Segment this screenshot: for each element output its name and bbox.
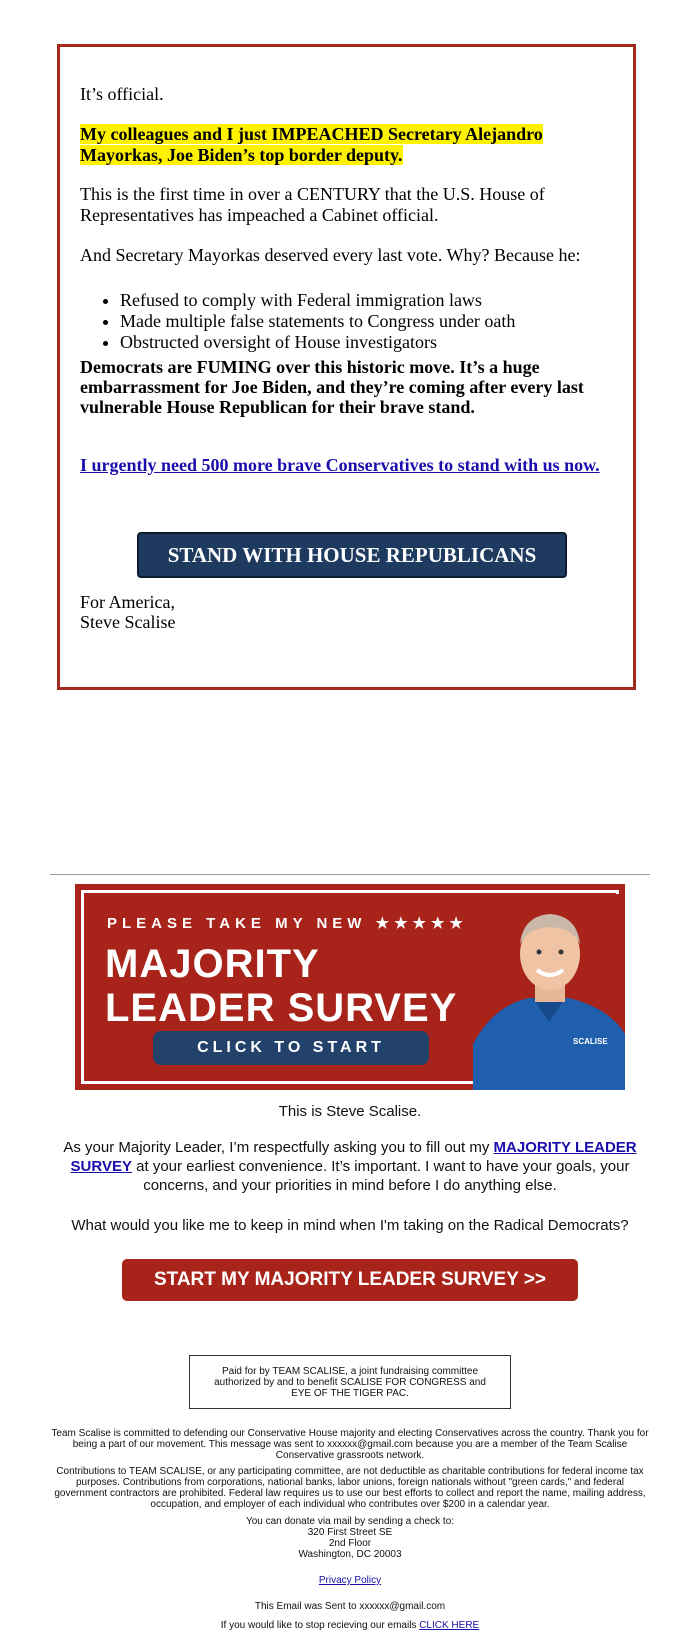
list-item: • Obstructed oversight of House investigators <box>120 332 640 353</box>
privacy-policy-row <box>50 1575 650 1586</box>
survey-banner[interactable] <box>75 884 625 1090</box>
list-item: • Refused to comply with Federal immigration laws <box>120 290 640 311</box>
privacy-policy-link[interactable]: Privacy Policy <box>318 1575 382 1586</box>
click-to-start-button[interactable]: CLICK TO START <box>153 1031 429 1065</box>
list-item: • Made multiple false statements to Congress under oath <box>120 311 640 332</box>
letter-link-paragraph <box>80 455 620 475</box>
letter-card <box>57 44 636 690</box>
letter-bold-paragraph: Democrats are FUMING over this historic move. It’s a huge embarrassment for Joe Biden, and they’re coming after every last vulnerable House Republican for their brave stand. <box>80 357 584 417</box>
survey-ask-after: at your earliest convenience. It’s important. I want to have your goals, your concerns, and your priorities in mind before I do anything else. <box>131 1158 630 1194</box>
sent-to-notice: This Email was Sent to xxxxxx@gmail.com <box>254 1601 446 1612</box>
letter-highlight-paragraph <box>80 124 620 166</box>
footer-address-line1: 320 First Street SE <box>307 1527 393 1538</box>
footer-contributions: Contributions to TEAM SCALISE, or any participating committee, are not deductible as charitable contributions for federal income tax purposes. Contributions from corporations, national banks, labor unions, foreign nationals without "green cards," and federal government contractors are prohibited. Federal law requires us to use our best efforts to collect and report the name, mailing address, occupation, and employer of each individual who contributes over $200 in a calendar year. <box>54 1466 646 1510</box>
start-survey-button[interactable]: START MY MAJORITY LEADER SURVEY >> <box>122 1259 578 1301</box>
majority-leader-survey-link[interactable]: MAJORITY LEADER SURVEY <box>70 1139 637 1175</box>
unsubscribe-link[interactable]: CLICK HERE <box>419 1620 480 1631</box>
unsubscribe-text: If you would like to stop recieving our emails <box>220 1620 420 1631</box>
footer-mail-intro: You can donate via mail by sending a check to: <box>245 1516 455 1527</box>
stand-with-house-republicans-button[interactable]: STAND WITH HOUSE REPUBLICANS <box>137 532 567 578</box>
section-divider <box>50 874 650 875</box>
banner-title-line1: MAJORITY <box>105 942 320 986</box>
letter-signoff: For America, <box>80 592 175 612</box>
survey-intro: This is Steve Scalise. <box>278 1103 422 1120</box>
survey-question: What would you like me to keep in mind when I'm taking on the Radical Democrats? <box>71 1217 629 1234</box>
footer-address-line3: Washington, DC 20003 <box>298 1549 402 1560</box>
letter-paragraph-vote: And Secretary Mayorkas deserved every last vote. Why? Because he: <box>80 245 581 265</box>
banner-kicker: PLEASE TAKE MY NEW ★★★★★ <box>107 915 468 932</box>
unsubscribe-row <box>50 1620 650 1631</box>
survey-ask-before: As your Majority Leader, I’m respectfully asking you to fill out my <box>63 1139 494 1156</box>
steve-scalise-photo <box>473 894 625 1090</box>
letter-signature: Steve Scalise <box>80 612 176 632</box>
shirt-logo: SCALISE <box>573 1037 608 1046</box>
highlighted-text: My colleagues and I just IMPEACHED Secretary Alejandro Mayorkas, Joe Biden’s top border deputy. <box>80 124 543 165</box>
footer-address-line2: 2nd Floor <box>328 1538 372 1549</box>
footer-mission: Team Scalise is committed to defending our Conservative House majority and electing Conservatives across the country. Thank you for being a part of our movement. This message was sent to xxxxxx@gmail.com because you are a member of the Team Scalise Conservative grassroots network. <box>51 1428 649 1461</box>
survey-ask-paragraph <box>50 1138 650 1195</box>
reasons-list <box>80 290 640 353</box>
stand-with-us-link[interactable]: I urgently need 500 more brave Conservatives to stand with us now. <box>80 455 600 475</box>
paid-for-disclaimer: Paid for by TEAM SCALISE, a joint fundraising committee authorized by and to benefit SCALISE FOR CONGRESS and EYE OF THE TIGER PAC. <box>189 1355 511 1409</box>
letter-opening: It’s official. <box>80 84 164 104</box>
letter-paragraph-century: This is the first time in over a CENTURY that the U.S. House of Representatives has impeached a Cabinet official. <box>80 184 545 225</box>
banner-title-line2: LEADER SURVEY <box>105 986 458 1030</box>
